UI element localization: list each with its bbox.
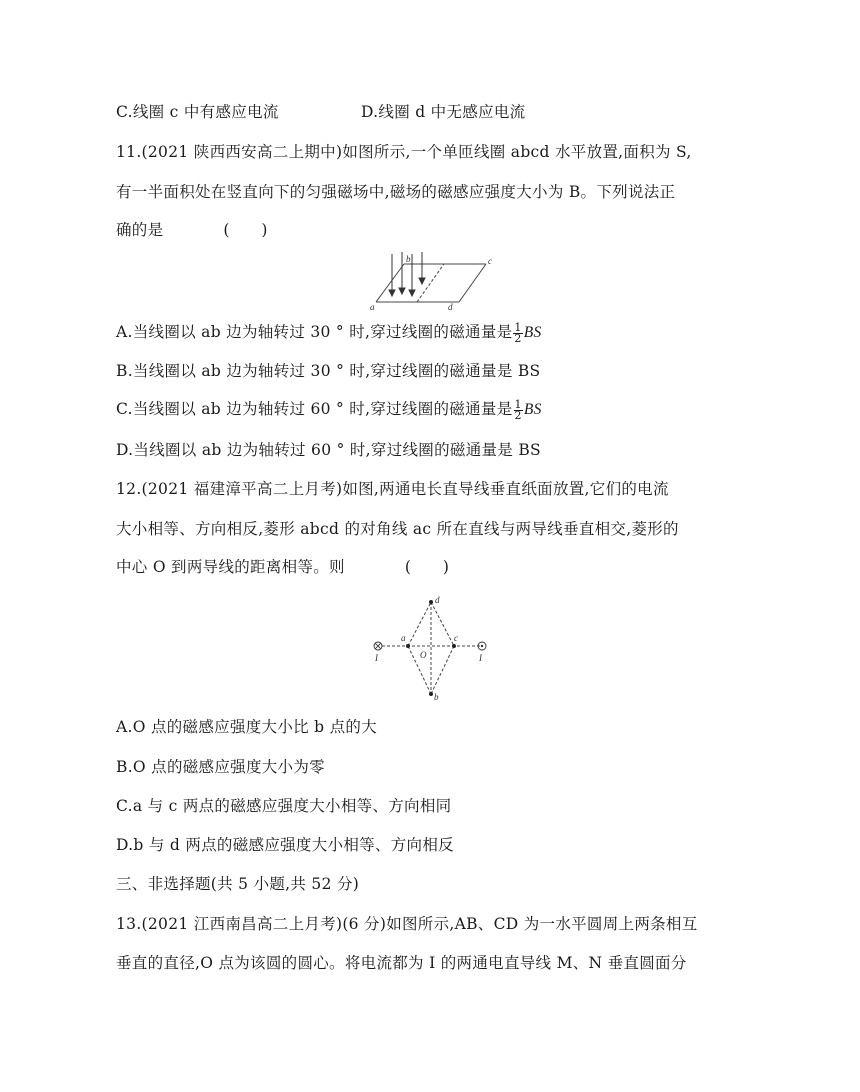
q10-option-d: D.线圈 d 中无感应电流 bbox=[361, 103, 526, 121]
q11-stem-line2: 有一半面积处在竖直向下的匀强磁场中,磁场的磁感应强度大小为 B。下列说法正 bbox=[116, 183, 676, 201]
q11-stem-line3 bbox=[116, 220, 268, 240]
q13-stem-line1: 13.(2021 江西南昌高二上月考)(6 分)如图所示,AB、CD 为一水平圆周上两条相互 bbox=[116, 915, 698, 933]
q10-option-c: C.线圈 c 中有感应电流 bbox=[116, 103, 279, 121]
q12-stem-line2: 大小相等、方向相反,菱形 abcd 的对角线 ac 所在直线与两导线垂直相交,菱形的 bbox=[116, 520, 679, 538]
q12-label-a: a bbox=[401, 633, 406, 643]
q12-stem-text: 中心 O 到两导线的距离相等。则 bbox=[116, 558, 345, 576]
q11-stem-text: 确的是 bbox=[116, 221, 164, 239]
q12-option-d: D.b 与 d 两点的磁感应强度大小相等、方向相反 bbox=[116, 836, 454, 854]
q12-option-a: A.O 点的磁感应强度大小比 b 点的大 bbox=[116, 718, 378, 736]
q12-label-d: d bbox=[435, 595, 440, 605]
q11-option-c-fraction: $\frac{1}{2}$ bbox=[514, 397, 522, 422]
q11-option-c: C.当线圈以 ab 边为轴转过 60 ° 时,穿过线圈的磁通量是 $\frac{1}{2}$ BS bbox=[116, 397, 542, 422]
section-3-title: 三、非选择题(共 5 小题,共 52 分) bbox=[116, 875, 360, 893]
q11-label-c: c bbox=[488, 256, 492, 266]
q13-stem-line2: 垂直的直径,O 点为该圆的圆心。将电流都为 I 的两通电直导线 M、N 垂直圆面分 bbox=[116, 954, 687, 972]
q12-stem-line1: 12.(2021 福建漳平高二上月考)如图,两通电长直导线垂直纸面放置,它们的电流 bbox=[116, 480, 669, 498]
q11-coil-figure bbox=[364, 252, 500, 314]
q12-stem-line3 bbox=[116, 557, 449, 577]
q12-label-i-right: I bbox=[479, 653, 482, 663]
q12-label-i-left: I bbox=[375, 653, 378, 663]
q12-label-c: c bbox=[454, 633, 458, 643]
q11-stem-line1: 11.(2021 陕西西安高二上期中)如图所示,一个单匝线圈 abcd 水平放置,面积为 S, bbox=[116, 143, 692, 161]
left-current-into-page-icon bbox=[374, 642, 382, 650]
q11-label-b: b bbox=[406, 254, 411, 264]
q12-rhombus-figure bbox=[368, 594, 494, 702]
q12-answer-blank: ( ) bbox=[404, 558, 450, 576]
q11-option-d: D.当线圈以 ab 边为轴转过 60 ° 时,穿过线圈的磁通量是 BS bbox=[116, 441, 541, 459]
q12-option-c: C.a 与 c 两点的磁感应强度大小相等、方向相同 bbox=[116, 797, 452, 815]
q12-label-o: O bbox=[420, 650, 427, 660]
q12-option-b: B.O 点的磁感应强度大小为零 bbox=[116, 758, 325, 776]
q11-label-d: d bbox=[448, 302, 453, 312]
q11-option-b: B.当线圈以 ab 边为轴转过 30 ° 时,穿过线圈的磁通量是 BS bbox=[116, 362, 541, 380]
q11-option-a-fraction: $\frac{1}{2}$ bbox=[514, 320, 522, 345]
q11-answer-blank: ( ) bbox=[223, 221, 268, 239]
q12-label-b: b bbox=[434, 692, 439, 702]
q11-option-a: A.当线圈以 ab 边为轴转过 30 ° 时,穿过线圈的磁通量是 $\frac{1}{2}$ BS bbox=[116, 320, 542, 345]
q11-label-a: a bbox=[370, 302, 375, 312]
